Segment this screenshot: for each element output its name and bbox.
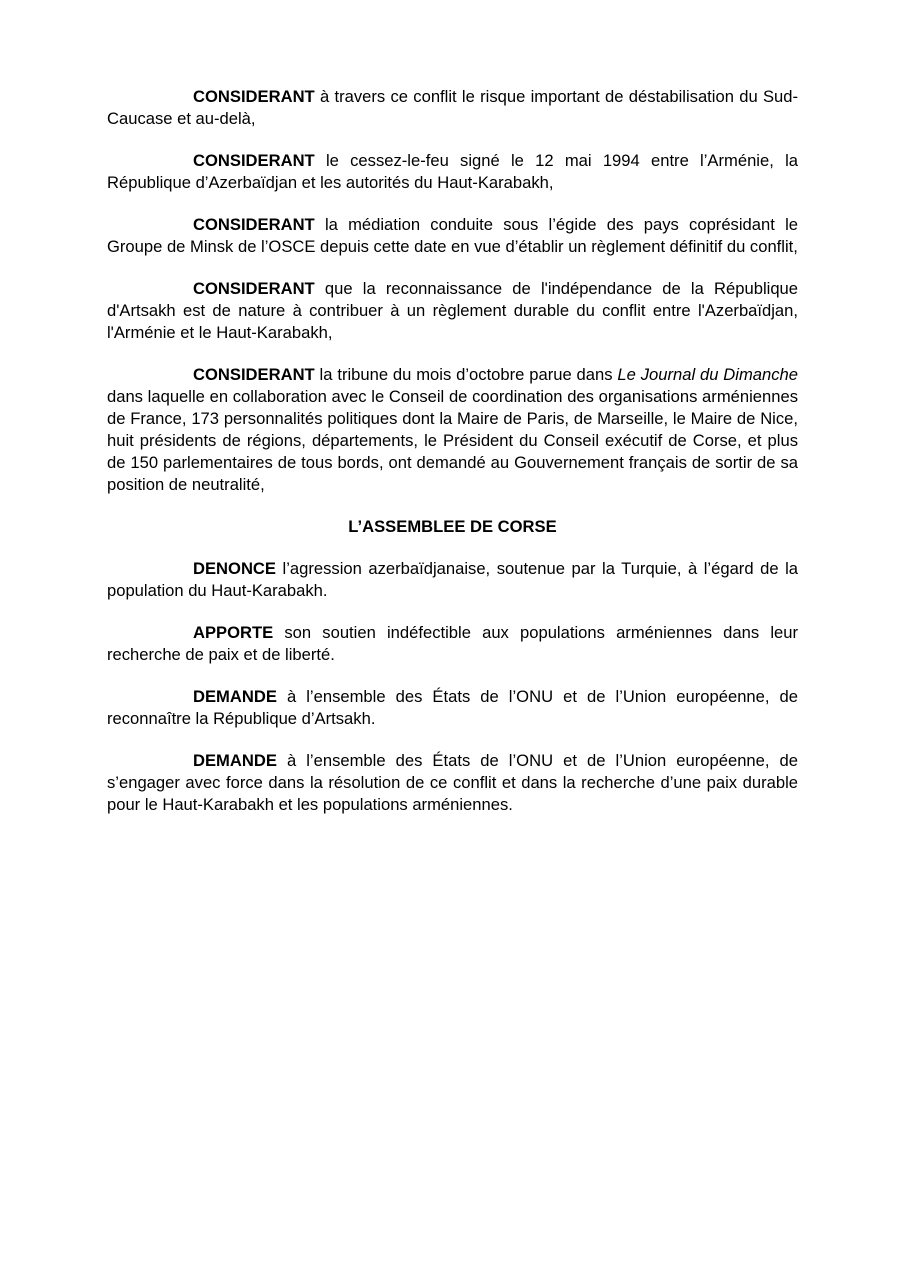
resolution-text: à l’ensemble des États de l’ONU et de l’Union européenne, de reconnaître la République d’Artsakh. <box>107 687 798 728</box>
considerant-keyword: CONSIDERANT <box>193 151 315 170</box>
resolution-paragraph <box>107 686 798 730</box>
considerant-paragraph <box>107 364 798 496</box>
considerant-paragraph <box>107 150 798 194</box>
resolution-paragraph <box>107 622 798 666</box>
journal-title: Le Journal du Dimanche <box>617 365 799 384</box>
considerant-text: à travers ce conflit le risque important de déstabilisation du Sud-Caucase et au-delà, <box>107 87 798 128</box>
considerant-paragraph <box>107 86 798 130</box>
resolution-keyword: DENONCE <box>193 559 276 578</box>
considerant-text: la tribune du mois d’octobre parue dans <box>314 365 618 384</box>
resolution-keyword: DEMANDE <box>193 751 277 770</box>
assembly-heading: L’ASSEMBLEE DE CORSE <box>348 517 557 536</box>
resolution-keyword: DEMANDE <box>193 687 277 706</box>
considerant-paragraph <box>107 214 798 258</box>
document-page <box>107 86 798 836</box>
considerant-text: dans laquelle en collaboration avec le Conseil de coordination des organisations arméniennes de France, 173 personnalités politiques dont la Maire de Paris, de Marseille, le Maire de Nice, huit présidents de régions, départements, le Président du Conseil exécutif de Corse, et plus de 150 parlementaires de tous bords, ont demandé au Gouvernement français de sortir de sa position de neutralité, <box>107 387 798 494</box>
resolution-text: à l’ensemble des États de l’ONU et de l’Union européenne, de s’engager avec force dans la résolution de ce conflit et dans la recherche d’une paix durable pour le Haut-Karabakh et les populations arméniennes. <box>107 751 798 814</box>
considerant-paragraph <box>107 278 798 344</box>
resolution-text: l’agression azerbaïdjanaise, soutenue par la Turquie, à l’égard de la population du Haut-Karabakh. <box>107 559 798 600</box>
considerant-text: la médiation conduite sous l’égide des pays coprésidant le Groupe de Minsk de l’OSCE depuis cette date en vue d’établir un règlement définitif du conflit, <box>107 215 798 256</box>
considerant-text: le cessez-le-feu signé le 12 mai 1994 entre l’Arménie, la République d’Azerbaïdjan et les autorités du Haut-Karabakh, <box>107 151 798 192</box>
considerant-keyword: CONSIDERANT <box>193 365 315 384</box>
considerant-keyword: CONSIDERANT <box>193 279 315 298</box>
considerant-text: que la reconnaissance de l'indépendance de la République d'Artsakh est de nature à contribuer à un règlement durable du conflit entre l'Azerbaïdjan, l'Arménie et le Haut-Karabakh, <box>107 279 798 342</box>
considerant-keyword: CONSIDERANT <box>193 215 315 234</box>
considerant-keyword: CONSIDERANT <box>193 87 315 106</box>
resolution-text: son soutien indéfectible aux populations arméniennes dans leur recherche de paix et de liberté. <box>107 623 798 664</box>
resolution-paragraph <box>107 558 798 602</box>
resolution-keyword: APPORTE <box>193 623 274 642</box>
resolution-paragraph <box>107 750 798 816</box>
